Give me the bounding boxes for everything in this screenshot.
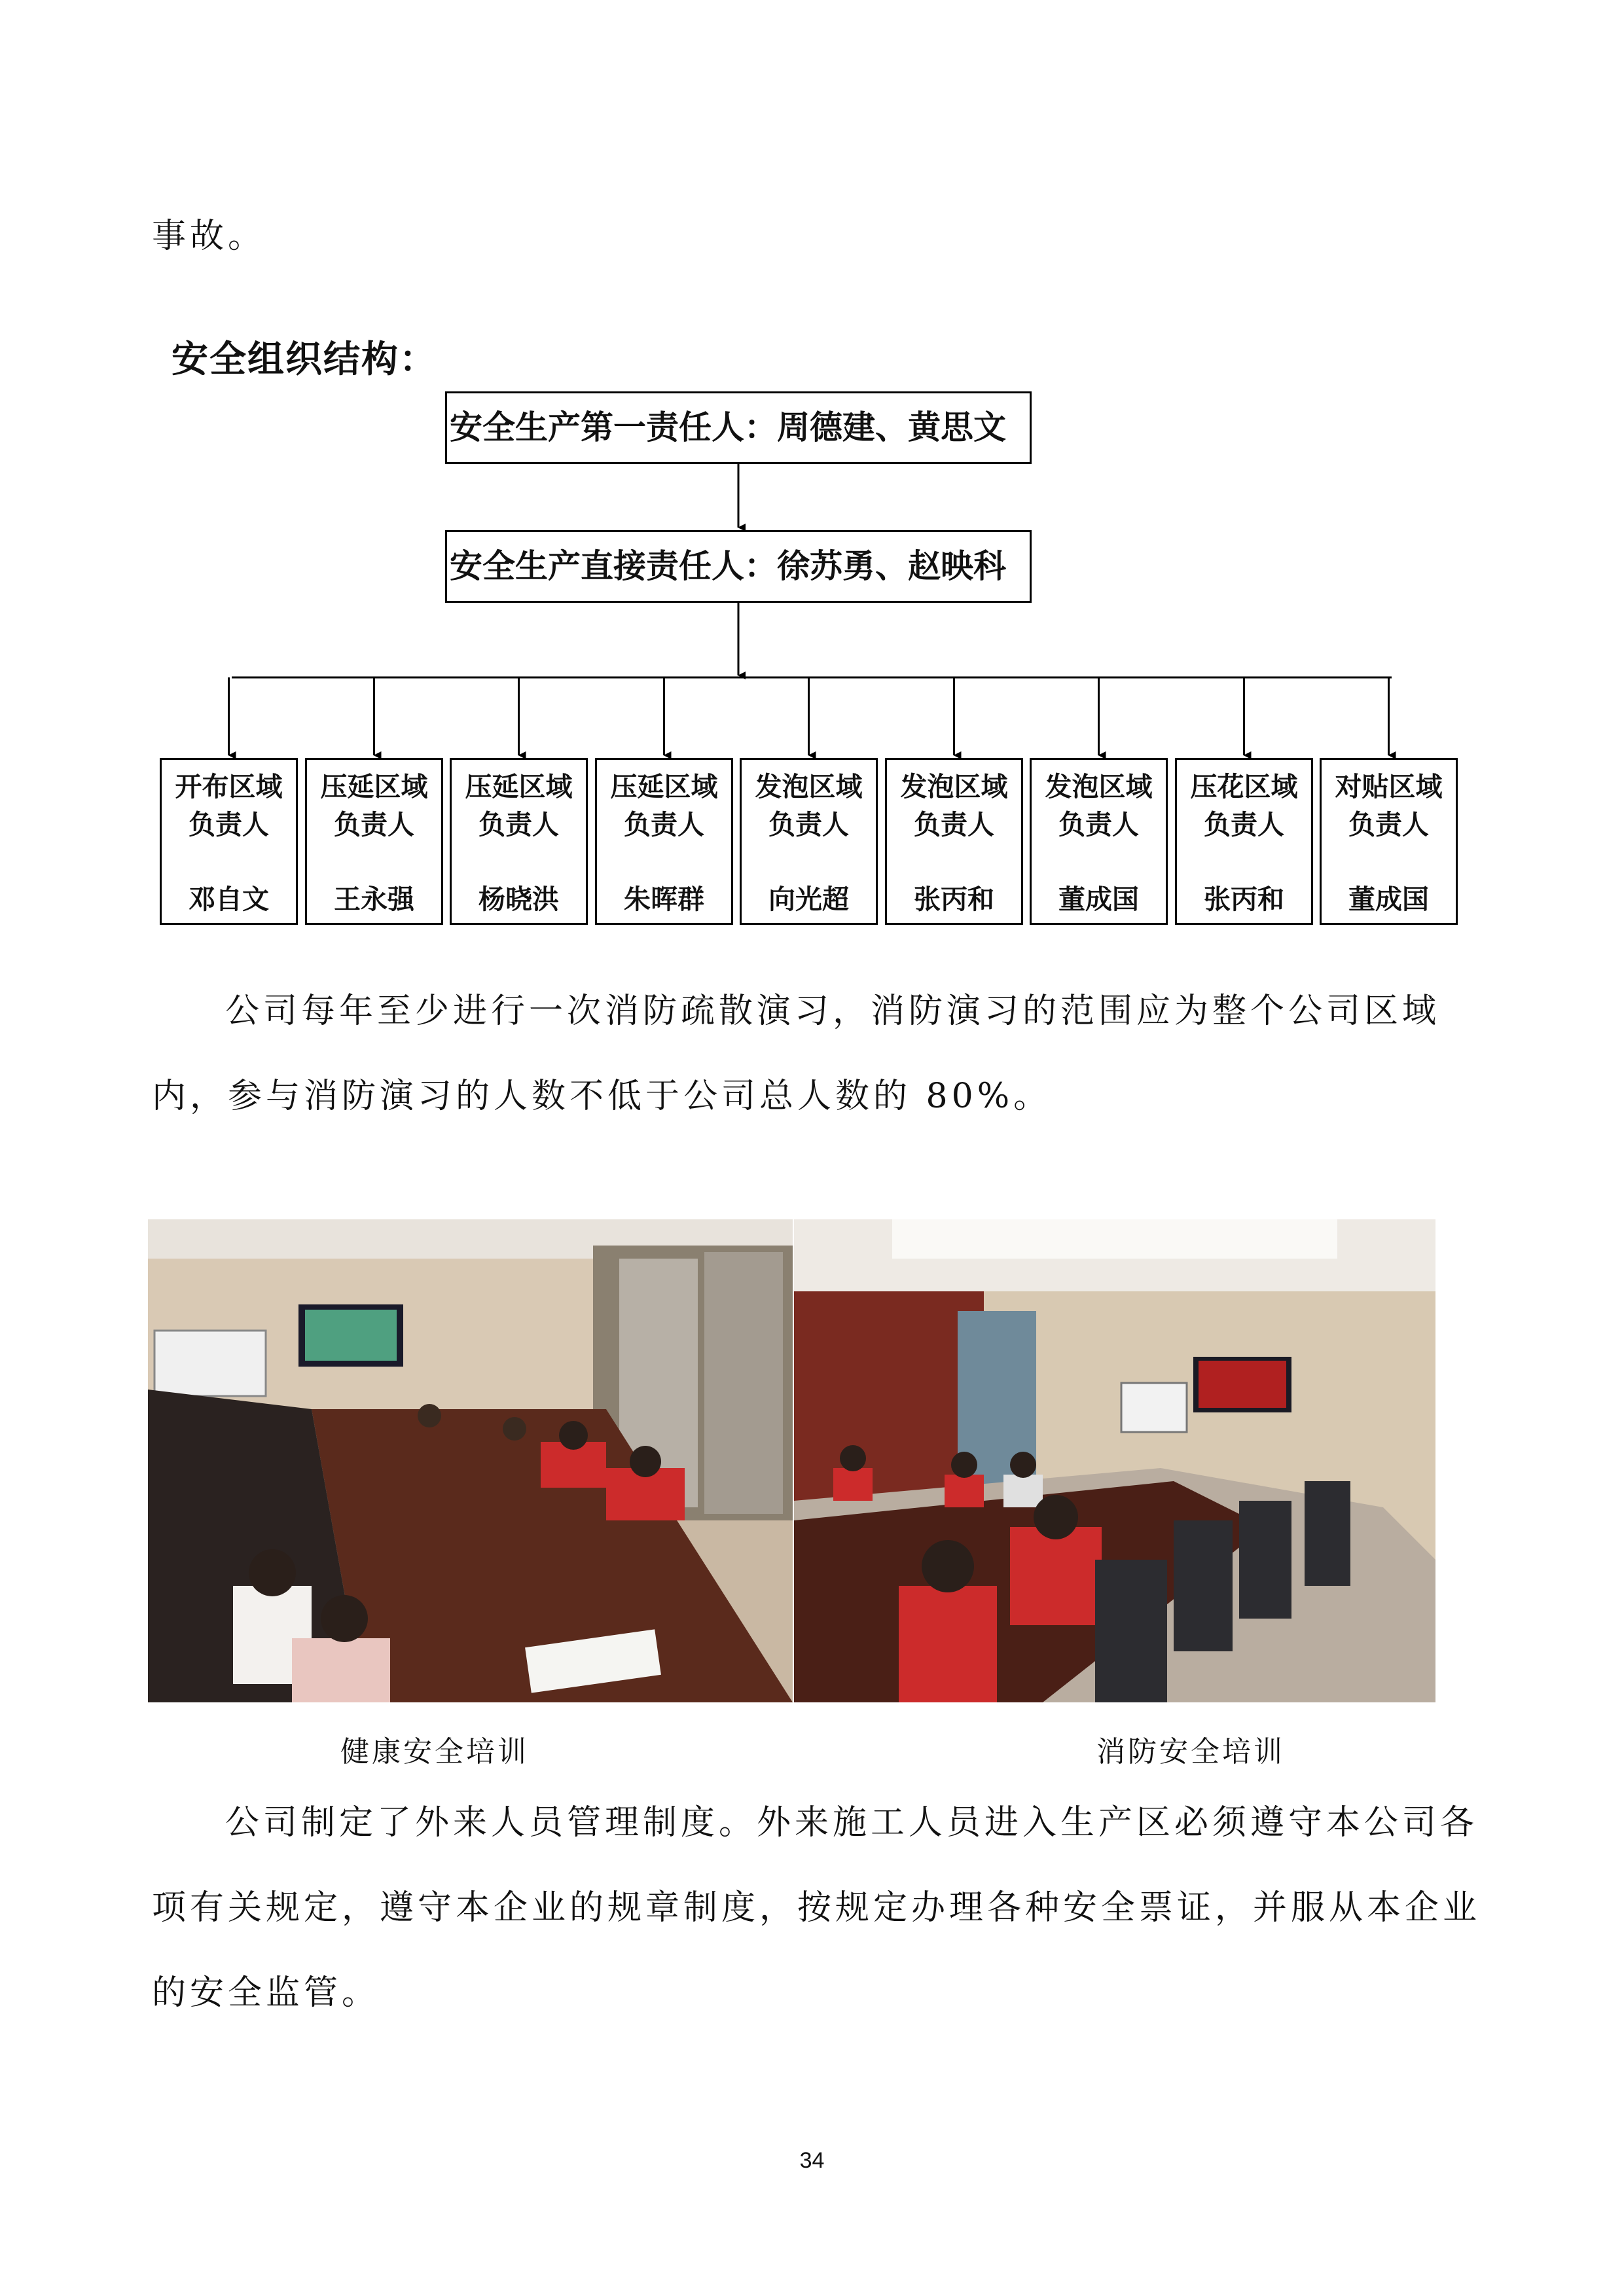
- area-person: 董成国: [1058, 884, 1139, 915]
- area-area: 发泡区域: [1045, 771, 1153, 802]
- area-box: [1030, 758, 1168, 925]
- area-role: 负责人: [1348, 809, 1429, 840]
- area-box: [1175, 758, 1313, 925]
- area-box: [595, 758, 733, 925]
- area-area: 压延区域: [465, 771, 573, 802]
- area-person: 杨晓洪: [478, 884, 559, 915]
- area-role: 负责人: [189, 809, 269, 840]
- area-person: 邓自文: [189, 884, 269, 915]
- org-chart-title: 安全组织结构：: [171, 338, 437, 381]
- area-role: 负责人: [914, 809, 994, 840]
- drill-text: 公司每年至少进行一次消防疏散演习，消防演习的范围应为整个公司区域内，参与消防演习的人数不低于公司总人数的 80%。: [152, 992, 1441, 1116]
- area-box: [740, 758, 878, 925]
- area-person: 张丙和: [914, 884, 994, 915]
- fire-training-photo: [794, 1219, 1435, 1702]
- area-area: 压延区域: [610, 771, 718, 802]
- area-role: 负责人: [768, 809, 849, 840]
- area-box: [160, 758, 298, 925]
- direct-responsible-box: [445, 530, 1032, 603]
- area-role: 负责人: [1058, 809, 1139, 840]
- area-person: 王永强: [334, 884, 414, 915]
- intro-text: 事故。: [152, 217, 266, 256]
- area-box: [885, 758, 1023, 925]
- area-role: 负责人: [334, 809, 414, 840]
- area-area: 发泡区域: [755, 771, 863, 802]
- health-training-photo: [148, 1219, 793, 1702]
- area-person: 朱晖群: [624, 884, 704, 915]
- area-role: 负责人: [478, 809, 559, 840]
- area-person: 张丙和: [1204, 884, 1284, 915]
- area-person: 董成国: [1348, 884, 1429, 915]
- health-training-caption: 健康安全培训: [340, 1735, 529, 1768]
- area-area: 压花区域: [1190, 771, 1298, 802]
- area-area: 发泡区域: [900, 771, 1008, 802]
- direct-responsible-text: 安全生产直接责任人：徐苏勇、赵映科: [450, 547, 1006, 585]
- area-area: 压延区域: [320, 771, 428, 802]
- visitor-policy-text: 公司制定了外来人员管理制度。外来施工人员进入生产区必须遵守本公司各项有关规定，遵守本企业的规章制度，按规定办理各种安全票证，并服从本企业的安全监管。: [152, 1803, 1481, 2013]
- fire-training-caption: 消防安全培训: [1096, 1735, 1285, 1768]
- page-number: 34: [799, 2148, 825, 2173]
- area-area: 开布区域: [175, 771, 283, 802]
- first-responsible-text: 安全生产第一责任人：周德建、黄思文: [450, 408, 1006, 446]
- area-area: 对贴区域: [1335, 771, 1443, 802]
- area-box: [305, 758, 443, 925]
- area-role: 负责人: [624, 809, 704, 840]
- area-person: 向光超: [768, 884, 849, 915]
- area-box: [450, 758, 588, 925]
- area-box: [1320, 758, 1458, 925]
- first-responsible-box: [445, 391, 1032, 464]
- area-role: 负责人: [1204, 809, 1284, 840]
